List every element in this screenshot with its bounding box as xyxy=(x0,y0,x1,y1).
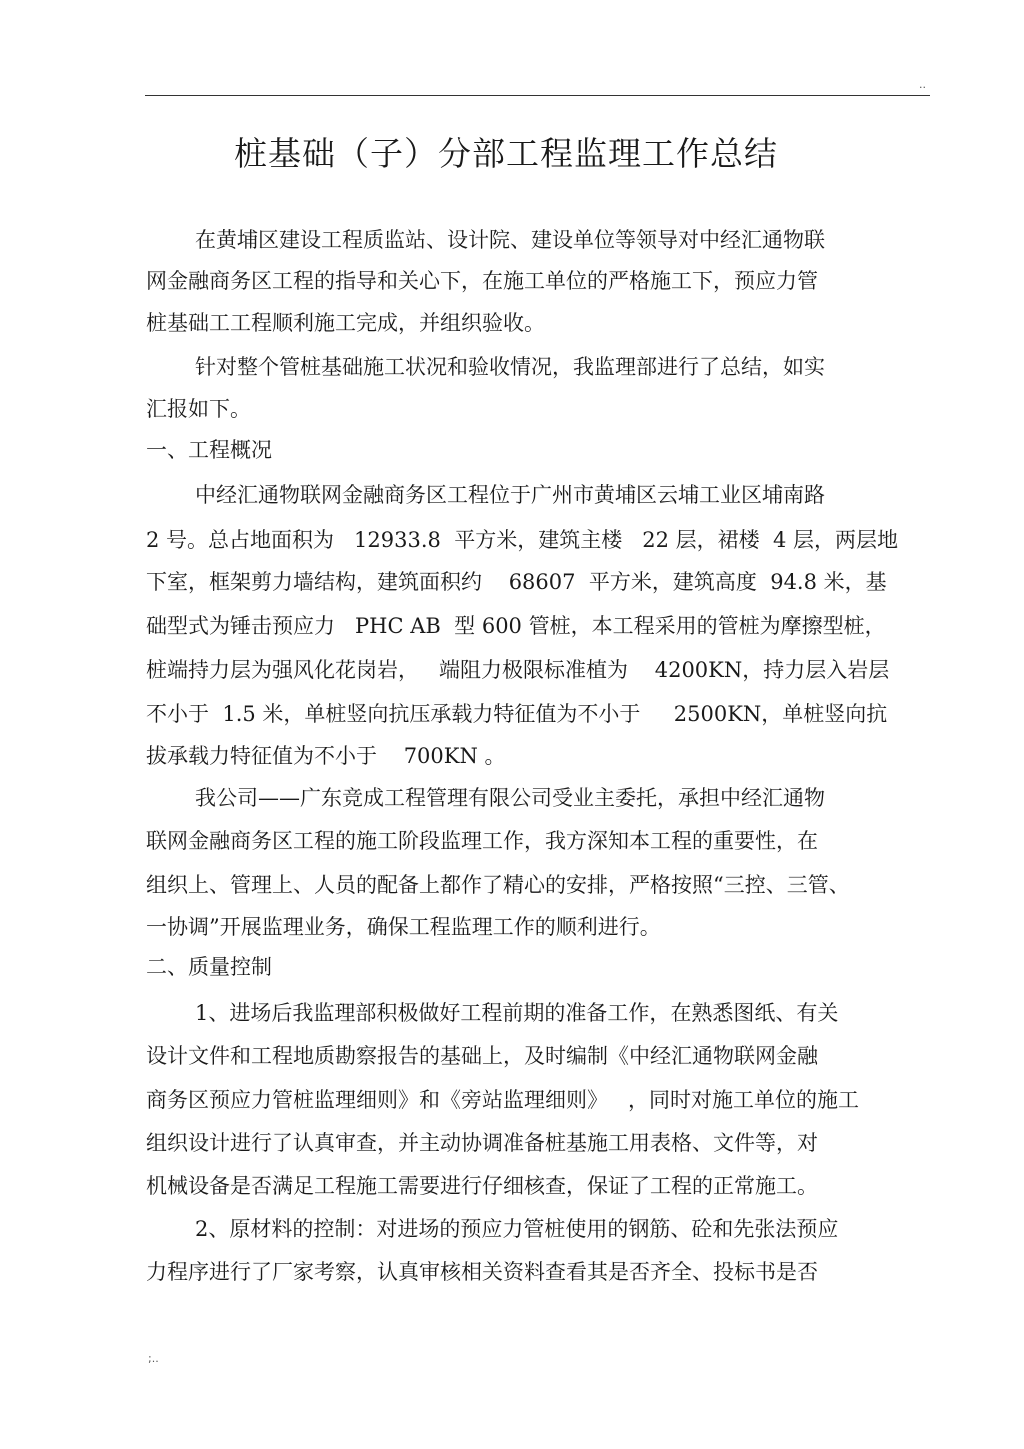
text-line: 1、进场后我监理部积极做好工程前期的准备工作，在熟悉图纸、有关 xyxy=(195,1001,839,1025)
text-line: 不小于 1.5 米，单桩竖向抗压承载力特征值为不小于 2500KN，单桩竖向抗 xyxy=(146,702,888,726)
section-heading: 二、质量控制 xyxy=(146,955,272,979)
text-line: 组织设计进行了认真审查，并主动协调准备桩基施工用表格、文件等，对 xyxy=(146,1131,818,1155)
header-rule xyxy=(145,95,930,96)
text-line: 2 号。总占地面积为 12933.8 平方米，建筑主楼 22 层，裙楼 4 层，两层地 xyxy=(146,528,899,552)
footer-corner-mark: ;.. xyxy=(148,1352,159,1365)
text-line: 针对整个管桩基础施工状况和验收情况，我监理部进行了总结，如实 xyxy=(195,355,825,379)
text-line: 联网金融商务区工程的施工阶段监理工作，我方深知本工程的重要性，在 xyxy=(146,829,818,853)
text-line: 在黄埔区建设工程质监站、设计院、建设单位等领导对中经汇通物联 xyxy=(195,228,825,252)
header-corner-mark: .. xyxy=(919,78,926,91)
text-line: 网金融商务区工程的指导和关心下，在施工单位的严格施工下，预应力管 xyxy=(146,269,818,293)
text-line: 拔承载力特征值为不小于 700KN 。 xyxy=(146,744,506,768)
text-line: 组织上、管理上、人员的配备上都作了精心的安排，严格按照“三控、三管、 xyxy=(146,873,850,897)
text-line: 一协调”开展监理业务，确保工程监理工作的顺利进行。 xyxy=(146,915,661,939)
text-line: 础型式为锤击预应力 PHC AB 型 600 管桩，本工程采用的管桩为摩擦型桩， xyxy=(146,614,886,638)
text-line: 桩基础工工程顺利施工完成，并组织验收。 xyxy=(146,311,545,335)
text-line: 商务区预应力管桩监理细则》和《旁站监理细则》 ，同时对施工单位的施工 xyxy=(146,1088,860,1112)
text-line: 下室，框架剪力墙结构，建筑面积约 68607 平方米，建筑高度 94.8 米，基 xyxy=(146,570,887,594)
text-line: 力程序进行了厂家考察，认真审核相关资料查看其是否齐全、投标书是否 xyxy=(146,1260,818,1284)
text-line: 设计文件和工程地质勘察报告的基础上，及时编制《中经汇通物联网金融 xyxy=(146,1044,818,1068)
document-title: 桩基础（子）分部工程监理工作总结 xyxy=(234,134,778,173)
text-line: 中经汇通物联网金融商务区工程位于广州市黄埔区云埔工业区埔南路 xyxy=(195,483,825,507)
text-line: 桩端持力层为强风化花岗岩， 端阻力极限标准植为 4200KN，持力层入岩层 xyxy=(146,658,890,682)
text-line: 2、原材料的控制：对进场的预应力管桩使用的钢筋、砼和先张法预应 xyxy=(195,1217,839,1241)
text-line: 机械设备是否满足工程施工需要进行仔细核查，保证了工程的正常施工。 xyxy=(146,1174,818,1198)
text-line: 汇报如下。 xyxy=(146,397,251,421)
text-line: 我公司——广东竞成工程管理有限公司受业主委托，承担中经汇通物 xyxy=(195,786,825,810)
section-heading: 一、工程概况 xyxy=(146,438,272,462)
